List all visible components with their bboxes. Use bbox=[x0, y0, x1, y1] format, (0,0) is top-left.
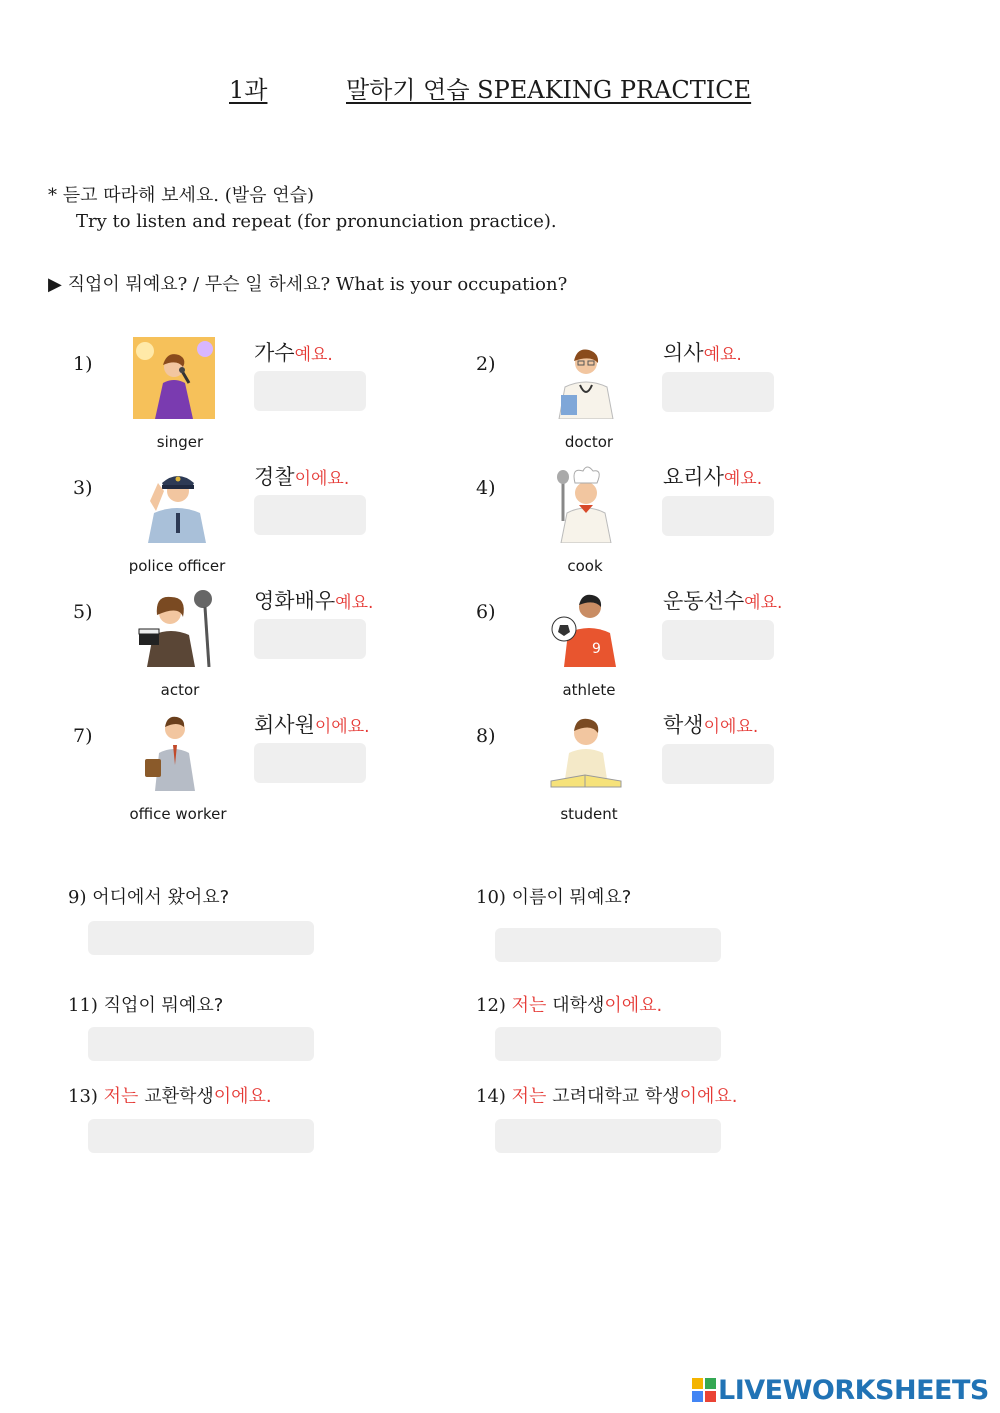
answer-box-13[interactable] bbox=[88, 1119, 314, 1153]
question-10: 10) 이름이 뭐예요? bbox=[476, 887, 632, 908]
suffix-red: 이에요. bbox=[294, 469, 350, 489]
police-officer-illustration bbox=[136, 461, 218, 543]
office-worker-illustration bbox=[133, 709, 215, 791]
student-illustration bbox=[545, 709, 627, 791]
lesson-number: 1과 bbox=[229, 76, 268, 104]
question-14: 14) 저는 고려대학교 학생이에요. bbox=[476, 1086, 738, 1107]
occupation-label: 가수예요. bbox=[254, 341, 333, 365]
occupation-label: 학생이에요. bbox=[663, 713, 759, 737]
brand-name: LIVEWORKSHEETS bbox=[718, 1375, 989, 1406]
caption-student: student bbox=[560, 805, 618, 823]
suffix-red: 예요. bbox=[744, 593, 783, 613]
question-11: 11) 직업이 뭐예요? bbox=[68, 995, 224, 1016]
instruction-english: Try to listen and repeat (for pronunciation practice). bbox=[76, 211, 557, 232]
caption-singer: singer bbox=[156, 433, 204, 451]
cook-illustration bbox=[545, 461, 627, 543]
answer-box-1[interactable] bbox=[254, 371, 366, 411]
answer-box-12[interactable] bbox=[495, 1027, 721, 1061]
occupation-prompt: ▶ 직업이 뭐예요? / 무슨 일 하세요? What is your occupation? bbox=[48, 274, 568, 295]
suffix-red: 예요. bbox=[294, 345, 333, 365]
answer-box-9[interactable] bbox=[88, 921, 314, 955]
answer-box-5[interactable] bbox=[254, 619, 366, 659]
question-9: 9) 어디에서 왔어요? bbox=[68, 887, 230, 908]
actor-illustration bbox=[133, 585, 215, 667]
answer-box-6[interactable] bbox=[662, 620, 774, 660]
question-12: 12) 저는 대학생이에요. bbox=[476, 995, 663, 1016]
occupation-label: 요리사예요. bbox=[663, 465, 763, 489]
item-number: 3) bbox=[73, 477, 93, 499]
answer-box-4[interactable] bbox=[662, 496, 774, 536]
instruction-korean: * 듣고 따라해 보세요. (발음 연습) bbox=[48, 185, 315, 206]
caption-athlete: athlete bbox=[562, 681, 616, 699]
item-number: 8) bbox=[476, 725, 496, 747]
singer-illustration bbox=[133, 337, 215, 419]
question-13: 13) 저는 교환학생이에요. bbox=[68, 1086, 272, 1107]
suffix-red: 예요. bbox=[723, 469, 763, 489]
caption-actor: actor bbox=[160, 681, 200, 699]
liveworksheets-logo-icon bbox=[692, 1378, 716, 1402]
item-number: 6) bbox=[476, 601, 496, 623]
answer-box-7[interactable] bbox=[254, 743, 366, 783]
item-number: 2) bbox=[476, 353, 496, 375]
caption-doctor: doctor bbox=[564, 433, 614, 451]
answer-box-10[interactable] bbox=[495, 928, 721, 962]
page-heading: 말하기 연습 SPEAKING PRACTICE bbox=[346, 76, 752, 104]
suffix-red: 이에요. bbox=[314, 717, 370, 737]
suffix-red: 이에요. bbox=[703, 717, 759, 737]
svg-text:9: 9 bbox=[592, 641, 601, 657]
caption-police-officer: police officer bbox=[128, 557, 226, 575]
answer-box-11[interactable] bbox=[88, 1027, 314, 1061]
item-number: 1) bbox=[73, 353, 93, 375]
answer-box-3[interactable] bbox=[254, 495, 366, 535]
occupation-label: 운동선수예요. bbox=[663, 589, 783, 613]
caption-office-worker: office worker bbox=[129, 805, 227, 823]
suffix-red: 예요. bbox=[335, 593, 374, 613]
answer-box-14[interactable] bbox=[495, 1119, 721, 1153]
item-number: 4) bbox=[476, 477, 496, 499]
occupation-label: 의사예요. bbox=[663, 341, 742, 365]
occupation-label: 경찰이에요. bbox=[254, 465, 350, 489]
suffix-red: 예요. bbox=[703, 345, 742, 365]
item-number: 5) bbox=[73, 601, 93, 623]
item-number: 7) bbox=[73, 725, 93, 747]
caption-cook: cook bbox=[567, 557, 603, 575]
occupation-label: 회사원이에요. bbox=[254, 713, 370, 737]
occupation-label: 영화배우예요. bbox=[254, 589, 374, 613]
answer-box-2[interactable] bbox=[662, 372, 774, 412]
answer-box-8[interactable] bbox=[662, 744, 774, 784]
worksheet-title bbox=[0, 70, 1000, 104]
athlete-illustration bbox=[548, 585, 630, 667]
doctor-illustration bbox=[545, 337, 627, 419]
